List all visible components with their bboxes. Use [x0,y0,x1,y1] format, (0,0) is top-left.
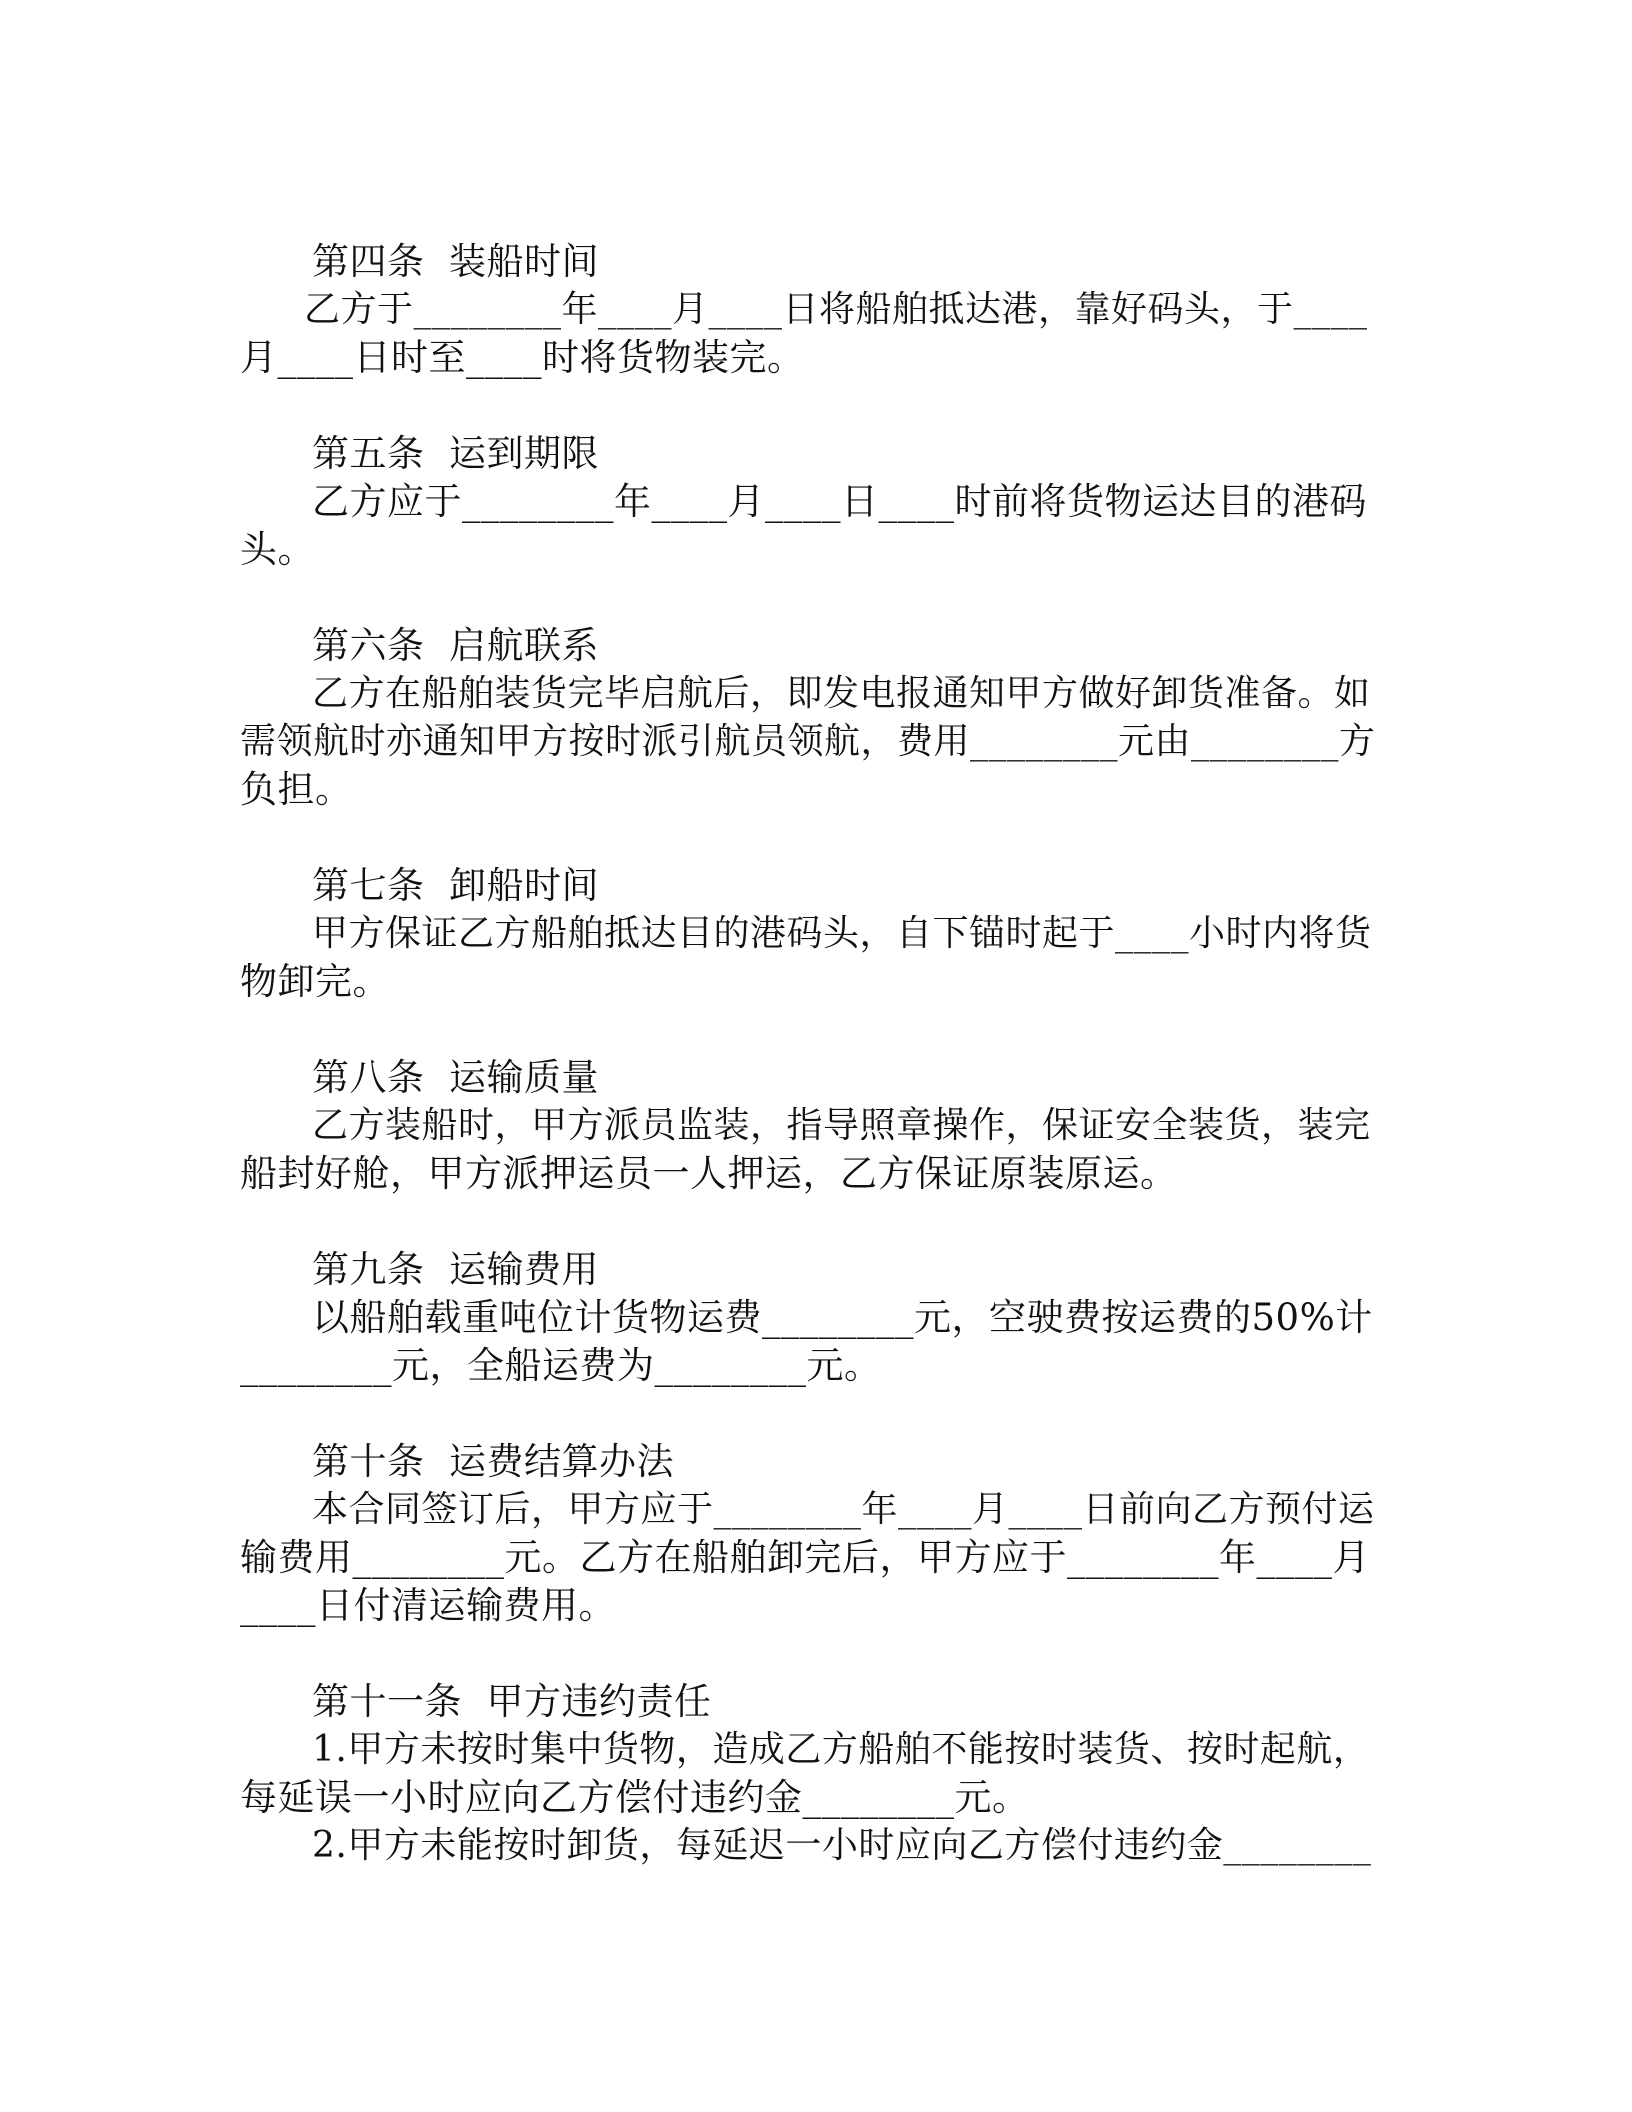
article-10-line-3: ____日付清运输费用。 [240,1584,616,1627]
article-5-title: 第五条 运到期限 [312,432,600,475]
article-4-title: 第四条 装船时间 [312,240,600,283]
article-10-line-1: 本合同签订后，甲方应于________年____月____日前向乙方预付运 [312,1489,1375,1530]
article-7-line-2: 物卸完。 [240,960,390,1003]
article-9-title: 第九条 运输费用 [312,1248,600,1291]
article-7-title: 第七条 卸船时间 [312,864,600,907]
article-11-line-1: 1.甲方未按时集中货物，造成乙方船舶不能按时装货、按时起航， [312,1729,1370,1770]
article-6-title: 第六条 启航联系 [312,624,600,667]
article-8-line-1: 乙方装船时，甲方派员监装，指导照章操作，保证安全装货，装完 [312,1105,1371,1146]
article-4-line-2: 月____日时至____时将货物装完。 [240,336,805,379]
article-6-line-2: 需领航时亦通知甲方按时派引航员领航，费用________元由________方 [240,721,1376,762]
article-7-line-1: 甲方保证乙方船舶抵达目的港码头，自下锚时起于____小时内将货 [312,913,1372,954]
article-6-line-3: 负担。 [240,768,353,811]
article-8-line-2: 船封好舱，甲方派押运员一人押运，乙方保证原装原运。 [240,1152,1178,1195]
article-5-line-2: 头。 [240,528,315,571]
article-11-line-3: 2.甲方未能按时卸货，每延迟一小时应向乙方偿付违约金________ [312,1825,1372,1866]
article-11-title: 第十一条 甲方违约责任 [312,1680,712,1723]
article-10-line-2: 输费用________元。乙方在船舶卸完后，甲方应于________年____月 [240,1536,1370,1579]
article-9-line-2: ________元，全船运费为________元。 [240,1344,882,1387]
article-8-title: 第八条 运输质量 [312,1056,600,1099]
article-4-line-1: 乙方于________年____月____日将船舶抵达港，靠好码头，于____ [304,289,1368,330]
article-11-line-2: 每延误一小时应向乙方偿付违约金________元。 [240,1776,1030,1819]
article-5-line-1: 乙方应于________年____月____日____时前将货物运达目的港码 [312,480,1367,523]
article-9-line-1: 以船舶载重吨位计货物运费________元，空驶费按运费的50%计 [312,1296,1373,1339]
article-6-line-1: 乙方在船舶装货完毕启航后，即发电报通知甲方做好卸货准备。如 [312,673,1371,714]
article-10-title: 第十条 运费结算办法 [312,1440,675,1483]
